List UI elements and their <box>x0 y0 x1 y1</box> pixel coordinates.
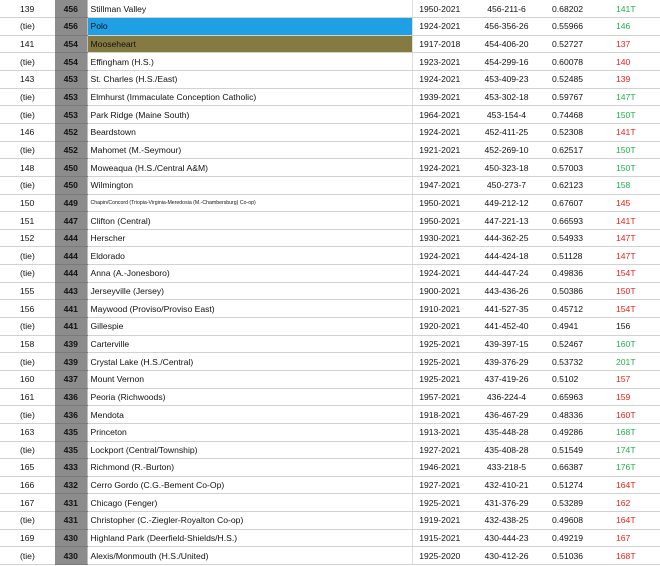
win-percentage-cell: 0.51549 <box>546 441 601 459</box>
points-cell: 430 <box>55 529 87 547</box>
years-cell: 1924-2021 <box>412 18 467 36</box>
school-name-cell: Wilmington <box>87 176 412 194</box>
points-cell: 453 <box>55 88 87 106</box>
rank-cell: (tie) <box>0 512 55 530</box>
table-row <box>0 388 660 406</box>
school-name-cell: Christopher (C.-Ziegler-Royalton Co-op) <box>87 512 412 530</box>
count-cell: 176T <box>601 459 660 477</box>
rank-cell: 158 <box>0 335 55 353</box>
count-cell: 146 <box>601 18 660 36</box>
record-cell: 435-448-28 <box>467 423 546 441</box>
school-name-cell: Herscher <box>87 229 412 247</box>
table-row <box>0 335 660 353</box>
points-cell: 430 <box>55 547 87 565</box>
school-name-cell: Polo <box>87 18 412 36</box>
rank-cell: 141 <box>0 35 55 53</box>
table-row <box>0 406 660 424</box>
years-cell: 1950-2021 <box>412 212 467 230</box>
win-percentage-cell: 0.51128 <box>546 247 601 265</box>
rank-cell: 161 <box>0 388 55 406</box>
win-percentage-cell: 0.68202 <box>546 0 601 18</box>
count-cell: 141T <box>601 212 660 230</box>
points-cell: 453 <box>55 71 87 89</box>
record-cell: 454-299-16 <box>467 53 546 71</box>
school-name-cell: Chapin/Concord (Triopia-Virginia-Meredosia (M.-Chambersburg) Co-op) <box>87 194 412 212</box>
school-name-cell: Mooseheart <box>87 35 412 53</box>
table-row <box>0 247 660 265</box>
count-cell: 164T <box>601 476 660 494</box>
points-cell: 444 <box>55 265 87 283</box>
win-percentage-cell: 0.49608 <box>546 512 601 530</box>
record-cell: 453-154-4 <box>467 106 546 124</box>
win-percentage-cell: 0.55966 <box>546 18 601 36</box>
years-cell: 1930-2021 <box>412 229 467 247</box>
win-percentage-cell: 0.4941 <box>546 318 601 336</box>
record-cell: 430-412-26 <box>467 547 546 565</box>
years-cell: 1913-2021 <box>412 423 467 441</box>
table-row <box>0 265 660 283</box>
count-cell: 158 <box>601 176 660 194</box>
win-percentage-cell: 0.52727 <box>546 35 601 53</box>
win-percentage-cell: 0.57003 <box>546 159 601 177</box>
record-cell: 437-419-26 <box>467 370 546 388</box>
points-cell: 444 <box>55 247 87 265</box>
school-name-cell: Stillman Valley <box>87 0 412 18</box>
record-cell: 456-211-6 <box>467 0 546 18</box>
years-cell: 1927-2021 <box>412 476 467 494</box>
years-cell: 1925-2021 <box>412 353 467 371</box>
rank-cell: (tie) <box>0 406 55 424</box>
points-cell: 450 <box>55 176 87 194</box>
count-cell: 201T <box>601 353 660 371</box>
rank-cell: (tie) <box>0 18 55 36</box>
count-cell: 174T <box>601 441 660 459</box>
school-name-cell: Mendota <box>87 406 412 424</box>
school-name-cell: Gillespie <box>87 318 412 336</box>
years-cell: 1939-2021 <box>412 88 467 106</box>
table-row <box>0 476 660 494</box>
win-percentage-cell: 0.49836 <box>546 265 601 283</box>
table-row <box>0 512 660 530</box>
record-cell: 444-424-18 <box>467 247 546 265</box>
school-name-cell: Crystal Lake (H.S./Central) <box>87 353 412 371</box>
points-cell: 449 <box>55 194 87 212</box>
record-cell: 450-323-18 <box>467 159 546 177</box>
rank-cell: 150 <box>0 194 55 212</box>
years-cell: 1925-2020 <box>412 547 467 565</box>
count-cell: 160T <box>601 406 660 424</box>
table-row <box>0 370 660 388</box>
table-row <box>0 141 660 159</box>
points-cell: 437 <box>55 370 87 388</box>
school-name-cell: Princeton <box>87 423 412 441</box>
points-cell: 453 <box>55 106 87 124</box>
record-cell: 449-212-12 <box>467 194 546 212</box>
table-row <box>0 71 660 89</box>
points-cell: 452 <box>55 123 87 141</box>
rank-cell: (tie) <box>0 265 55 283</box>
school-name-cell: Moweaqua (H.S./Central A&M) <box>87 159 412 177</box>
school-name-cell: Mount Vernon <box>87 370 412 388</box>
years-cell: 1920-2021 <box>412 318 467 336</box>
win-percentage-cell: 0.48336 <box>546 406 601 424</box>
win-percentage-cell: 0.66593 <box>546 212 601 230</box>
table-row <box>0 159 660 177</box>
points-cell: 441 <box>55 318 87 336</box>
count-cell: 139 <box>601 71 660 89</box>
school-name-cell: Mahomet (M.-Seymour) <box>87 141 412 159</box>
points-cell: 456 <box>55 0 87 18</box>
record-cell: 439-376-29 <box>467 353 546 371</box>
win-percentage-cell: 0.59767 <box>546 88 601 106</box>
rank-cell: (tie) <box>0 53 55 71</box>
points-cell: 432 <box>55 476 87 494</box>
points-cell: 456 <box>55 18 87 36</box>
record-cell: 435-408-28 <box>467 441 546 459</box>
years-cell: 1924-2021 <box>412 71 467 89</box>
school-name-cell: Lockport (Central/Township) <box>87 441 412 459</box>
school-name-cell: Jerseyville (Jersey) <box>87 282 412 300</box>
rank-cell: 151 <box>0 212 55 230</box>
count-cell: 157 <box>601 370 660 388</box>
win-percentage-cell: 0.52485 <box>546 71 601 89</box>
rank-cell: 152 <box>0 229 55 247</box>
table-row <box>0 18 660 36</box>
rank-cell: 167 <box>0 494 55 512</box>
table-row <box>0 88 660 106</box>
win-percentage-cell: 0.50386 <box>546 282 601 300</box>
count-cell: 150T <box>601 282 660 300</box>
years-cell: 1950-2021 <box>412 0 467 18</box>
years-cell: 1957-2021 <box>412 388 467 406</box>
table-row <box>0 547 660 565</box>
count-cell: 159 <box>601 388 660 406</box>
school-name-cell: Elmhurst (Immaculate Conception Catholic) <box>87 88 412 106</box>
table-row <box>0 529 660 547</box>
years-cell: 1925-2021 <box>412 370 467 388</box>
points-cell: 431 <box>55 494 87 512</box>
table-row <box>0 212 660 230</box>
win-percentage-cell: 0.60078 <box>546 53 601 71</box>
rank-cell: (tie) <box>0 88 55 106</box>
years-cell: 1915-2021 <box>412 529 467 547</box>
rank-cell: 163 <box>0 423 55 441</box>
count-cell: 164T <box>601 512 660 530</box>
win-percentage-cell: 0.67607 <box>546 194 601 212</box>
count-cell: 168T <box>601 547 660 565</box>
record-cell: 454-406-20 <box>467 35 546 53</box>
win-percentage-cell: 0.49219 <box>546 529 601 547</box>
win-percentage-cell: 0.51036 <box>546 547 601 565</box>
win-percentage-cell: 0.5102 <box>546 370 601 388</box>
record-cell: 439-397-15 <box>467 335 546 353</box>
record-cell: 432-438-25 <box>467 512 546 530</box>
count-cell: 147T <box>601 247 660 265</box>
win-percentage-cell: 0.53732 <box>546 353 601 371</box>
rank-cell: 148 <box>0 159 55 177</box>
points-cell: 450 <box>55 159 87 177</box>
school-name-cell: Alexis/Monmouth (H.S./United) <box>87 547 412 565</box>
count-cell: 147T <box>601 229 660 247</box>
win-percentage-cell: 0.52467 <box>546 335 601 353</box>
record-cell: 453-302-18 <box>467 88 546 106</box>
table-row <box>0 494 660 512</box>
record-cell: 452-269-10 <box>467 141 546 159</box>
table-row <box>0 53 660 71</box>
years-cell: 1946-2021 <box>412 459 467 477</box>
table-row <box>0 282 660 300</box>
rank-cell: (tie) <box>0 441 55 459</box>
win-percentage-cell: 0.45712 <box>546 300 601 318</box>
rank-cell: (tie) <box>0 141 55 159</box>
win-percentage-cell: 0.54933 <box>546 229 601 247</box>
school-name-cell: Beardstown <box>87 123 412 141</box>
record-cell: 453-409-23 <box>467 71 546 89</box>
rank-cell: 156 <box>0 300 55 318</box>
rank-cell: 146 <box>0 123 55 141</box>
count-cell: 154T <box>601 300 660 318</box>
count-cell: 150T <box>601 141 660 159</box>
record-cell: 443-436-26 <box>467 282 546 300</box>
school-name-cell: Park Ridge (Maine South) <box>87 106 412 124</box>
school-name-cell: Cerro Gordo (C.G.-Bement Co-Op) <box>87 476 412 494</box>
win-percentage-cell: 0.74468 <box>546 106 601 124</box>
win-percentage-cell: 0.53289 <box>546 494 601 512</box>
table-row <box>0 353 660 371</box>
count-cell: 145 <box>601 194 660 212</box>
count-cell: 147T <box>601 88 660 106</box>
years-cell: 1925-2021 <box>412 335 467 353</box>
points-cell: 435 <box>55 423 87 441</box>
school-name-cell: Eldorado <box>87 247 412 265</box>
school-name-cell: Effingham (H.S.) <box>87 53 412 71</box>
school-name-cell: Carterville <box>87 335 412 353</box>
years-cell: 1918-2021 <box>412 406 467 424</box>
win-percentage-cell: 0.66387 <box>546 459 601 477</box>
points-cell: 439 <box>55 353 87 371</box>
count-cell: 154T <box>601 265 660 283</box>
count-cell: 167 <box>601 529 660 547</box>
years-cell: 1927-2021 <box>412 441 467 459</box>
points-cell: 447 <box>55 212 87 230</box>
points-cell: 454 <box>55 53 87 71</box>
table-row <box>0 176 660 194</box>
years-cell: 1923-2021 <box>412 53 467 71</box>
table-row <box>0 0 660 18</box>
school-name-cell: Highland Park (Deerfield-Shields/H.S.) <box>87 529 412 547</box>
years-cell: 1919-2021 <box>412 512 467 530</box>
years-cell: 1964-2021 <box>412 106 467 124</box>
rank-cell: 165 <box>0 459 55 477</box>
school-name-cell: Chicago (Fenger) <box>87 494 412 512</box>
rank-cell: 169 <box>0 529 55 547</box>
points-cell: 441 <box>55 300 87 318</box>
win-percentage-cell: 0.51274 <box>546 476 601 494</box>
rank-cell: 155 <box>0 282 55 300</box>
record-cell: 436-224-4 <box>467 388 546 406</box>
win-percentage-cell: 0.62517 <box>546 141 601 159</box>
years-cell: 1924-2021 <box>412 123 467 141</box>
count-cell: 150T <box>601 159 660 177</box>
count-cell: 168T <box>601 423 660 441</box>
school-name-cell: St. Charles (H.S./East) <box>87 71 412 89</box>
school-name-cell: Clifton (Central) <box>87 212 412 230</box>
table-row <box>0 318 660 336</box>
years-cell: 1924-2021 <box>412 159 467 177</box>
record-cell: 436-467-29 <box>467 406 546 424</box>
points-cell: 436 <box>55 388 87 406</box>
points-cell: 454 <box>55 35 87 53</box>
points-cell: 444 <box>55 229 87 247</box>
rank-cell: 166 <box>0 476 55 494</box>
points-cell: 435 <box>55 441 87 459</box>
rank-cell: 139 <box>0 0 55 18</box>
count-cell: 141T <box>601 0 660 18</box>
table-row <box>0 441 660 459</box>
table-row <box>0 194 660 212</box>
rank-cell: (tie) <box>0 547 55 565</box>
rank-cell: (tie) <box>0 176 55 194</box>
record-cell: 431-376-29 <box>467 494 546 512</box>
years-cell: 1910-2021 <box>412 300 467 318</box>
win-percentage-cell: 0.49286 <box>546 423 601 441</box>
years-cell: 1947-2021 <box>412 176 467 194</box>
points-cell: 443 <box>55 282 87 300</box>
count-cell: 137 <box>601 35 660 53</box>
years-cell: 1924-2021 <box>412 247 467 265</box>
record-cell: 441-452-40 <box>467 318 546 336</box>
table-row <box>0 106 660 124</box>
table-row <box>0 35 660 53</box>
record-cell: 450-273-7 <box>467 176 546 194</box>
school-name-cell: Richmond (R.-Burton) <box>87 459 412 477</box>
count-cell: 160T <box>601 335 660 353</box>
count-cell: 162 <box>601 494 660 512</box>
points-cell: 439 <box>55 335 87 353</box>
school-name-cell: Maywood (Proviso/Proviso East) <box>87 300 412 318</box>
rank-cell: (tie) <box>0 318 55 336</box>
years-cell: 1917-2018 <box>412 35 467 53</box>
table-row <box>0 459 660 477</box>
rank-cell: (tie) <box>0 106 55 124</box>
table-row <box>0 300 660 318</box>
years-cell: 1924-2021 <box>412 265 467 283</box>
points-cell: 436 <box>55 406 87 424</box>
record-cell: 441-527-35 <box>467 300 546 318</box>
record-cell: 447-221-13 <box>467 212 546 230</box>
table-row <box>0 123 660 141</box>
count-cell: 141T <box>601 123 660 141</box>
record-cell: 456-356-26 <box>467 18 546 36</box>
points-cell: 431 <box>55 512 87 530</box>
years-cell: 1950-2021 <box>412 194 467 212</box>
record-cell: 444-447-24 <box>467 265 546 283</box>
points-cell: 433 <box>55 459 87 477</box>
years-cell: 1900-2021 <box>412 282 467 300</box>
win-percentage-cell: 0.62123 <box>546 176 601 194</box>
rank-cell: 143 <box>0 71 55 89</box>
rank-cell: (tie) <box>0 353 55 371</box>
school-name-cell: Anna (A.-Jonesboro) <box>87 265 412 283</box>
school-name-cell: Peoria (Richwoods) <box>87 388 412 406</box>
record-cell: 432-410-21 <box>467 476 546 494</box>
table-row <box>0 423 660 441</box>
record-cell: 433-218-5 <box>467 459 546 477</box>
win-percentage-cell: 0.52308 <box>546 123 601 141</box>
points-cell: 452 <box>55 141 87 159</box>
record-cell: 430-444-23 <box>467 529 546 547</box>
win-percentage-cell: 0.65963 <box>546 388 601 406</box>
record-cell: 444-362-25 <box>467 229 546 247</box>
table-row <box>0 229 660 247</box>
years-cell: 1921-2021 <box>412 141 467 159</box>
count-cell: 150T <box>601 106 660 124</box>
years-cell: 1925-2021 <box>412 494 467 512</box>
count-cell: 140 <box>601 53 660 71</box>
rank-cell: (tie) <box>0 247 55 265</box>
rank-cell: 160 <box>0 370 55 388</box>
count-cell: 156 <box>601 318 660 336</box>
record-cell: 452-411-25 <box>467 123 546 141</box>
